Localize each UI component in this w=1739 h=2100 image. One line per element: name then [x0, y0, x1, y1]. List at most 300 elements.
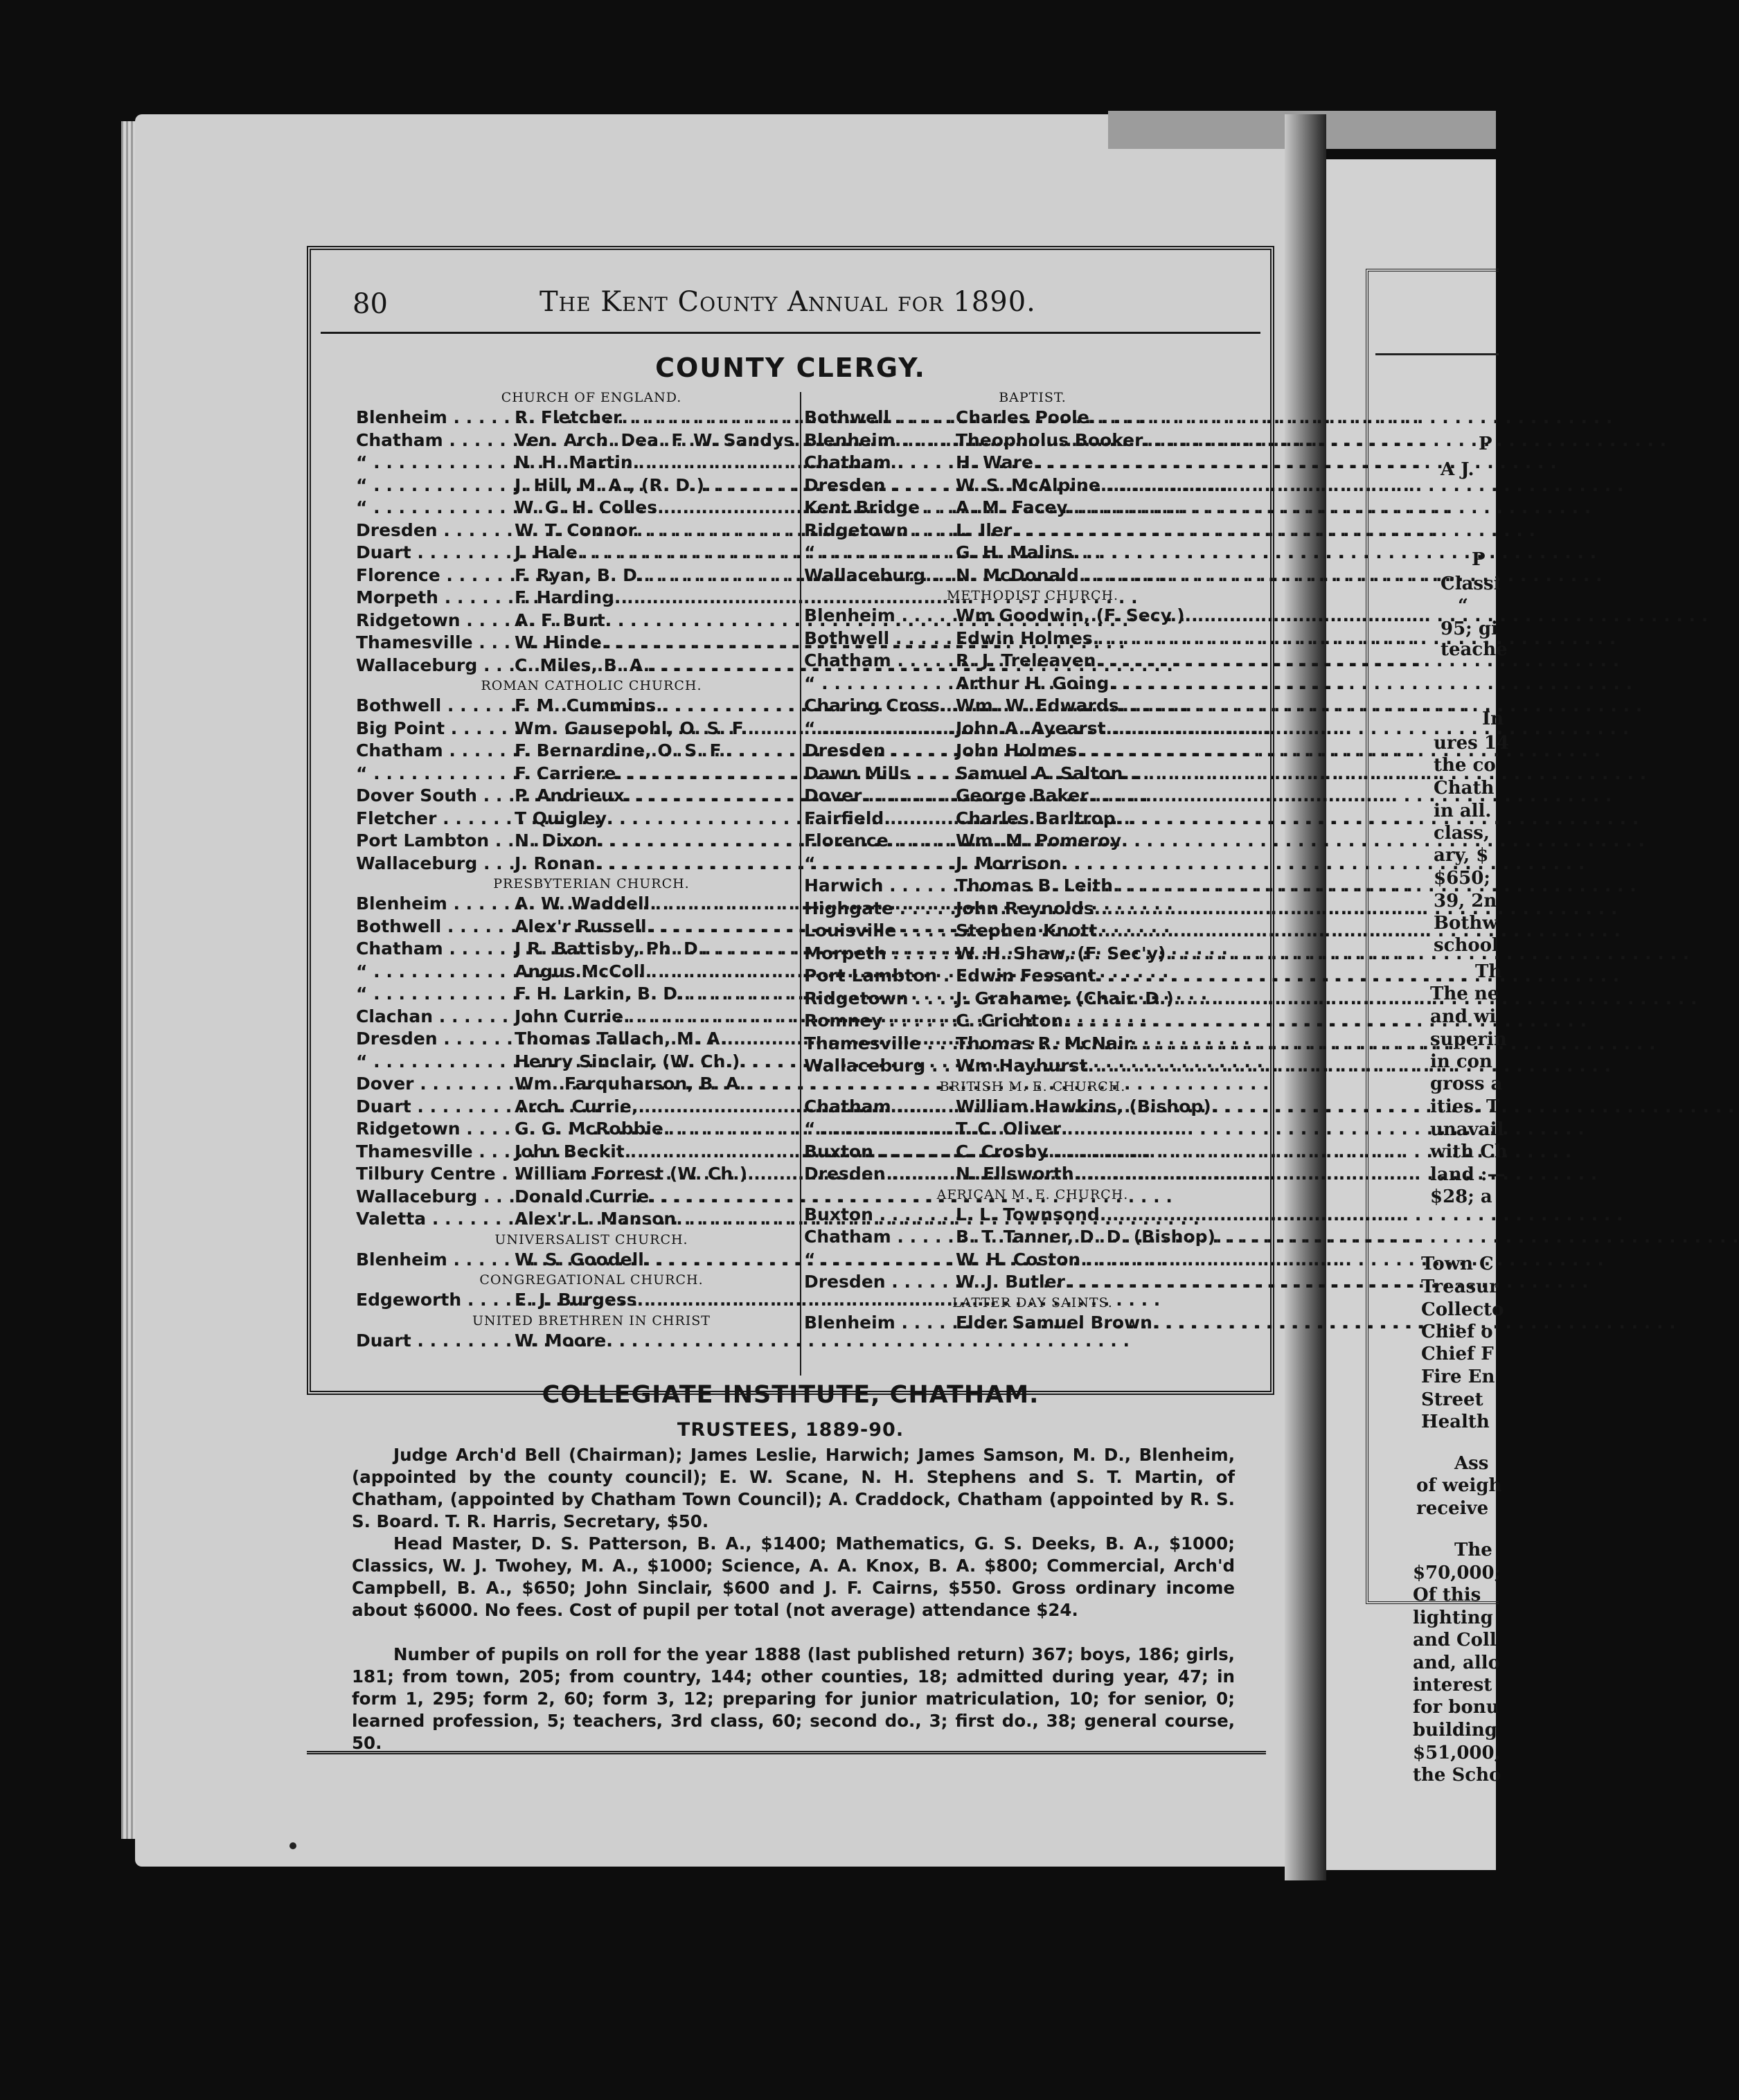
leader-dots	[1211, 1096, 1735, 1119]
leader-dots	[1113, 875, 1637, 898]
entry-clergyman: R. J. Treleaven	[956, 650, 1096, 670]
entry-clergyman: W. Moore	[515, 1330, 607, 1351]
page-title: COUNTY CLERGY.	[655, 353, 926, 383]
entry-place	[804, 1204, 953, 1227]
entry-place	[356, 916, 512, 938]
facing-page-fragment: Of this	[1413, 1585, 1481, 1605]
entry-place	[356, 785, 512, 808]
entry-place-text: “	[356, 474, 368, 495]
entry-place-text: Kent Bridge	[804, 497, 920, 517]
entry-clergyman: G. H. Malins	[956, 542, 1073, 562]
entry-place-text: “	[804, 542, 816, 562]
entry-place-text: Chatham	[804, 1227, 891, 1247]
entry-place	[356, 407, 512, 429]
clergy-entry	[356, 564, 799, 587]
entry-clergyman: J. Hale	[515, 542, 578, 562]
entry-clergyman: J. Grahame, (Chair. D.)	[956, 988, 1174, 1008]
facing-page-fragment: Street	[1421, 1389, 1483, 1410]
column-divider	[800, 392, 801, 1376]
facing-page-fragment: school	[1434, 935, 1499, 956]
entry-place-text: Ridgetown	[804, 988, 909, 1008]
entry-clergyman: Ven. Arch. Dea. F. W. Sandys	[515, 429, 794, 450]
entry-clergyman: Samuel A. Salton	[956, 763, 1123, 783]
entry-place	[804, 785, 953, 808]
leader-dots	[1152, 1312, 1676, 1335]
clergy-entry	[804, 542, 1233, 564]
entry-clergyman: Wm Goodwin, (F. Secy.)	[956, 605, 1185, 625]
entry-place	[804, 808, 953, 830]
clergy-entry	[804, 1141, 1233, 1164]
clergy-entry	[804, 497, 1233, 519]
leader-dots	[1215, 1226, 1739, 1249]
entry-place	[804, 452, 953, 474]
clergy-entry	[804, 673, 1233, 695]
entry-place	[356, 695, 512, 718]
clergy-entry	[356, 1028, 799, 1051]
entry-place-text: Ridgetown	[804, 519, 909, 540]
facing-page-fragment: $650;	[1434, 868, 1490, 889]
entry-clergyman: P. Andrieux	[515, 785, 625, 806]
entry-place-text: Chatham	[356, 429, 443, 450]
entry-place-text: Dresden	[804, 1272, 886, 1292]
entry-clergyman: B. T. Tanner, D. D. (Bishop)	[956, 1227, 1215, 1247]
facing-page-fragment: of weigh	[1416, 1475, 1502, 1496]
entry-place-text: Blenheim	[356, 407, 447, 427]
entry-place	[356, 983, 512, 1006]
entry-place	[804, 830, 953, 853]
entry-clergyman: W. T. Connor	[515, 519, 636, 540]
church-section-heading: BAPTIST.	[999, 390, 1067, 405]
entry-clergyman: A. F. Burt	[515, 609, 605, 630]
clergy-entry	[356, 632, 799, 655]
clergy-entry	[356, 853, 799, 875]
entry-clergyman: W. S. McAlpine	[956, 474, 1100, 495]
entry-clergyman: Thomas B. Leith	[956, 875, 1113, 896]
facing-page-fragment: class,	[1434, 823, 1490, 844]
entry-place-text: “	[356, 497, 368, 517]
facing-page-fragment: The ne	[1430, 984, 1499, 1004]
entry-place	[356, 587, 512, 609]
entry-place	[356, 519, 512, 542]
facing-page-fragment: ary, $	[1434, 845, 1489, 866]
entry-place	[356, 1186, 512, 1209]
entry-place-text: Blenheim	[356, 893, 447, 914]
entry-place	[356, 1289, 512, 1312]
entry-place-text: Florence	[356, 564, 440, 585]
clergy-entry	[804, 1226, 1233, 1249]
entry-place	[804, 650, 953, 673]
clergy-entry	[804, 1249, 1233, 1272]
entry-clergyman: Arch. Currie,	[515, 1096, 639, 1116]
entry-place-text: Chatham	[804, 1096, 891, 1116]
entry-place-text: Dover	[804, 785, 862, 806]
clergy-entry	[356, 1208, 799, 1231]
entry-place-text: Chatham	[804, 452, 891, 472]
clergy-entry	[804, 1118, 1233, 1141]
facing-page-fragment: The	[1454, 1540, 1492, 1560]
facing-page-fragment: superin	[1430, 1029, 1507, 1050]
entry-place	[804, 875, 953, 898]
entry-place-text: Highgate	[804, 898, 893, 918]
entry-place-text: Bothwell	[804, 407, 890, 427]
clergy-entry	[356, 1006, 799, 1029]
entry-place	[356, 632, 512, 655]
facing-page-fragment: In	[1482, 709, 1504, 729]
entry-place-text: “	[356, 961, 368, 981]
church-section-heading: LATTER DAY SAINTS.	[952, 1294, 1113, 1310]
entry-place-text: Port Lambton	[804, 966, 938, 986]
facing-page-fragment: gross a	[1430, 1074, 1503, 1094]
entry-place	[356, 1249, 512, 1272]
entry-clergyman: J. Hill, M. A., (R. D.)	[515, 474, 704, 495]
entry-place	[356, 1208, 512, 1231]
entry-place-text: “	[804, 718, 816, 738]
entry-clergyman: E. J. Burgess	[515, 1290, 637, 1310]
entry-place	[804, 695, 953, 718]
facing-page-fragment: P	[1472, 549, 1486, 570]
entry-place	[356, 474, 512, 497]
clergy-entry	[356, 407, 799, 429]
entry-place-text: Buxton	[804, 1204, 873, 1225]
entry-place	[804, 1312, 953, 1335]
clergy-entry	[356, 718, 799, 740]
header-rule	[321, 332, 1260, 334]
entry-place-text: Wallaceburg	[804, 564, 926, 585]
facing-page-fragment: Th	[1475, 961, 1502, 982]
clergy-entry	[356, 1186, 799, 1209]
paragraph-pupils: Number of pupils on roll for the year 1888 (last published return) 367; boys, 186; girls, 181; from town, 205; from country, 144; other counties, 18; admitted during year, 47; in form 1, 295; form 2, 60; form 3, 12; preparing for junior matriculation, 10; for senior, 0; learned profession, 5; teachers, 3rd class, 60; second do., 3; first do., 38; general course, 50.	[352, 1644, 1235, 1753]
leader-dots	[1143, 429, 1666, 452]
entry-clergyman: Wm. M. Pomeroy	[956, 830, 1122, 851]
leader-dots	[1106, 718, 1630, 740]
entry-place-text: Thamesville	[804, 1033, 921, 1053]
institute-title: COLLEGIATE INSTITUTE, CHATHAM.	[542, 1381, 1040, 1409]
entry-clergyman: W. H. Coston	[956, 1249, 1081, 1270]
clergy-entry	[356, 452, 799, 474]
entry-clergyman: John Reynolds	[956, 898, 1094, 918]
leader-dots	[1121, 830, 1645, 853]
entry-place	[356, 497, 512, 519]
entry-place-text: Dresden	[804, 474, 886, 495]
facing-page-fragment: and, allo	[1413, 1653, 1500, 1673]
entry-clergyman: William Hawkins, (Bishop)	[956, 1096, 1211, 1116]
entry-place	[804, 898, 953, 920]
clergy-entry	[356, 519, 799, 542]
clergy-entry	[804, 1096, 1233, 1119]
entry-place-text: Wallaceburg	[804, 1056, 926, 1076]
bottom-rule	[307, 1751, 1266, 1754]
clergy-entry	[356, 1249, 799, 1272]
entry-place-text: Port Lambton	[356, 830, 490, 851]
clergy-entry	[804, 605, 1233, 628]
entry-place-text: Bothwell	[804, 628, 890, 648]
entry-place-text: Thamesville	[356, 1141, 473, 1162]
clergy-entry	[356, 983, 799, 1006]
entry-clergyman: C. Miles, B. A.	[515, 655, 650, 675]
entry-clergyman: J R. Battisby, Ph. D.	[515, 938, 705, 959]
leader-dots	[1048, 1141, 1571, 1164]
entry-place	[356, 1118, 512, 1141]
entry-clergyman: Arthur H. Going	[956, 673, 1109, 693]
entry-place-text: Charing Cross	[804, 695, 940, 715]
church-section-heading: BRITISH M. E. CHURCH.	[939, 1078, 1126, 1094]
facing-page-fragment: for bonu	[1413, 1697, 1499, 1718]
facing-page-fragment: building	[1413, 1720, 1497, 1741]
leader-dots	[1077, 740, 1600, 763]
entry-place-text: Dresden	[356, 519, 438, 540]
entry-place-text: Blenheim	[356, 1249, 447, 1270]
entry-clergyman: Charles Barltrop	[956, 808, 1116, 828]
facing-page-fragment: $51,000,	[1413, 1743, 1501, 1763]
entry-place	[356, 830, 512, 853]
clergy-entry	[804, 875, 1233, 898]
leader-dots	[1074, 1163, 1598, 1186]
clergy-entry	[356, 655, 799, 677]
entry-place	[804, 1033, 953, 1056]
entry-clergyman: C. Crosby	[956, 1141, 1049, 1162]
clergy-entry	[356, 916, 799, 938]
entry-clergyman: N. Dixon	[515, 830, 598, 851]
clergy-entry	[804, 1033, 1233, 1056]
entry-place	[356, 808, 512, 830]
entry-clergyman: H. Ware	[956, 452, 1033, 472]
entry-place	[356, 1096, 512, 1119]
staff-paragraph	[352, 1533, 1235, 1621]
entry-place	[356, 1163, 512, 1186]
entry-clergyman: T Quigley	[515, 808, 607, 828]
clergy-entry	[356, 1096, 799, 1119]
entry-place-text: Morpeth	[804, 943, 886, 963]
entry-place	[804, 740, 953, 763]
entry-place-text: Morpeth	[356, 587, 438, 607]
entry-clergyman: John Holmes	[956, 740, 1078, 760]
entry-place-text: “	[356, 984, 368, 1004]
entry-place-text: Chatham	[356, 740, 443, 760]
entry-place	[356, 1073, 512, 1096]
entry-place	[804, 1141, 953, 1164]
entry-clergyman: C. Crichton	[956, 1011, 1064, 1031]
leader-dots	[1065, 1271, 1589, 1297]
facing-page-fragment: in con	[1430, 1051, 1492, 1072]
entry-clergyman: Elder Samuel Brown	[956, 1312, 1152, 1333]
leader-dots	[1094, 898, 1618, 920]
clergy-entry	[804, 853, 1233, 875]
running-head-prefix: The	[539, 286, 591, 318]
leader-dots	[1089, 785, 1612, 808]
entry-clergyman: J. Morrison	[956, 853, 1062, 873]
facing-page-fragment: in all.	[1434, 801, 1492, 821]
clergy-entry	[804, 1312, 1233, 1335]
entry-place	[804, 519, 953, 542]
entry-place-text: Wallaceburg	[356, 853, 478, 873]
facing-page-fragment: and Coll	[1413, 1630, 1497, 1650]
entry-place-text: Buxton	[804, 1141, 873, 1162]
entry-place	[356, 1051, 512, 1074]
clergy-entry	[356, 1289, 799, 1312]
entry-place	[804, 1249, 953, 1272]
entry-place-text: Valetta	[356, 1209, 427, 1229]
clergy-entry	[356, 961, 799, 984]
leader-dots	[1073, 542, 1596, 564]
running-head-suffix: for 1890.	[898, 286, 1036, 318]
entry-clergyman: F. H. Larkin, B. D.	[515, 984, 684, 1004]
facing-page-fragment: Collecto	[1421, 1299, 1504, 1320]
clergy-entry	[804, 808, 1233, 830]
entry-place-text: Chatham	[356, 938, 443, 959]
facing-page-fragment: ities. T	[1430, 1096, 1500, 1117]
entry-place	[356, 1028, 512, 1051]
entry-place-text: Blenheim	[804, 605, 895, 625]
entry-place-text: Dresden	[804, 740, 886, 760]
entry-place	[356, 564, 512, 587]
entry-clergyman: John A. Ayearst	[956, 718, 1106, 738]
entry-place-text: Big Point	[356, 718, 445, 738]
entry-clergyman: N. McDonald	[956, 564, 1079, 585]
entry-place	[356, 740, 512, 763]
leader-dots	[1166, 943, 1689, 966]
clergy-entry	[356, 893, 799, 916]
facing-page-fragment: receive	[1416, 1498, 1489, 1519]
leader-dots	[1061, 1118, 1585, 1141]
leader-dots	[1132, 1029, 1656, 1056]
leader-dots	[1062, 853, 1585, 875]
trustees-paragraph	[352, 1444, 1235, 1533]
clergy-entry	[804, 1204, 1233, 1227]
entry-place	[356, 718, 512, 740]
leader-dots	[1119, 695, 1643, 718]
entry-place	[804, 1271, 953, 1294]
entry-place-text: Dover South	[356, 785, 477, 806]
entry-place-text: Tilbury Centre	[356, 1164, 496, 1184]
entry-place-text: “	[356, 763, 368, 783]
page-number: 80	[353, 288, 388, 320]
clergy-entry	[356, 938, 799, 961]
entry-place-text: Chatham	[804, 650, 891, 670]
entry-clergyman: F. M. Cummins.	[515, 695, 663, 715]
entry-place	[804, 1163, 953, 1186]
facing-page-fragment: ures 14	[1434, 733, 1510, 754]
entry-place	[804, 920, 953, 943]
entry-clergyman: John Currie	[515, 1006, 624, 1026]
leader-dots	[1033, 452, 1557, 474]
facing-page-fragment: Classi	[1441, 573, 1501, 594]
entry-place	[804, 564, 953, 587]
entry-place-text: Duart	[356, 1096, 411, 1116]
entry-place	[356, 429, 512, 452]
entry-clergyman: Charles Poole	[956, 407, 1089, 427]
leader-dots	[1174, 988, 1697, 1011]
entry-clergyman: John Beckit	[515, 1141, 625, 1162]
entry-place-text: Duart	[356, 1330, 411, 1351]
entry-place	[804, 474, 953, 497]
clergy-entry	[356, 695, 799, 718]
entry-clergyman: Thomas Tallach, M. A.	[515, 1029, 727, 1049]
facing-page-fragment: Chief F	[1421, 1344, 1494, 1364]
entry-place-text: Bothwell	[356, 916, 442, 936]
facing-page-fragment: unavail	[1430, 1119, 1504, 1140]
trustees-heading: TRUSTEES, 1889-90.	[677, 1419, 904, 1441]
clergy-entry	[804, 1055, 1233, 1078]
clergy-entry	[356, 497, 799, 519]
entry-place-text: Dawn Mills	[804, 763, 910, 783]
entry-place	[804, 1226, 953, 1249]
entry-place	[804, 1096, 953, 1119]
entry-clergyman: Theopholus Booker	[956, 429, 1143, 450]
entry-clergyman: William Forrest (W. Ch.)	[515, 1164, 748, 1184]
facing-page-fragment: land :—	[1430, 1164, 1506, 1185]
pupils-paragraph	[352, 1644, 1235, 1754]
entry-place	[804, 673, 953, 695]
entry-place-text: “	[356, 452, 368, 472]
entry-place	[804, 853, 953, 875]
entry-clergyman: N. Ellsworth	[956, 1164, 1074, 1184]
entry-clergyman: F. Ryan, B. D.	[515, 564, 644, 585]
clergy-entry	[804, 1271, 1233, 1294]
clergy-entry	[356, 1118, 799, 1141]
facing-page-fragment: the co	[1434, 755, 1496, 776]
entry-place-text: Edgeworth	[356, 1290, 462, 1310]
facing-page-fragment: Fire En	[1421, 1367, 1495, 1387]
clergy-entry	[804, 1010, 1233, 1033]
entry-clergyman: Wm. Farquharson, B. A.	[515, 1074, 746, 1094]
entry-place	[804, 943, 953, 966]
clergy-entry	[804, 830, 1233, 853]
entry-clergyman: L. L. Townsond	[956, 1204, 1100, 1225]
leader-dots	[1109, 673, 1632, 695]
entry-place-text: “	[804, 1119, 816, 1139]
entry-place	[356, 938, 512, 961]
clergy-entry	[356, 542, 799, 564]
clergy-entry	[804, 920, 1233, 943]
entry-place-text: Fairfield	[804, 808, 884, 828]
clergy-entry	[804, 695, 1233, 718]
leader-dots	[1185, 605, 1709, 628]
entry-place-text: Florence	[804, 830, 889, 851]
entry-place	[804, 965, 953, 988]
entry-clergyman: G. G. McRobbie	[515, 1119, 663, 1139]
entry-place-text: “	[804, 1249, 816, 1270]
clergy-left-column	[356, 389, 799, 1352]
leader-dots	[1116, 808, 1639, 830]
entry-place	[804, 497, 953, 519]
leader-dots	[1063, 1006, 1587, 1033]
church-section-heading: UNIVERSALIST CHURCH.	[494, 1231, 688, 1247]
clergy-entry	[356, 1141, 799, 1164]
entry-clergyman: L. Iler	[956, 519, 1013, 540]
entry-place	[804, 407, 953, 429]
clergy-entry	[804, 407, 1233, 429]
facing-page-fragment: 95; gi	[1441, 619, 1498, 639]
entry-place-text: Blenheim	[804, 1312, 895, 1333]
facing-page-fragment: and wi	[1430, 1006, 1497, 1027]
leader-dots	[1079, 564, 1603, 587]
leader-dots	[1087, 1051, 1611, 1078]
entry-place-text: “	[804, 853, 816, 873]
clergy-right-column	[804, 389, 1233, 1334]
clergy-entry	[804, 519, 1233, 542]
entry-place-text: “	[356, 1051, 368, 1071]
entry-clergyman: A. W. Waddell	[515, 893, 650, 914]
entry-place-text: Ridgetown	[356, 1119, 461, 1139]
entry-place-text: Wallaceburg	[356, 655, 478, 675]
church-section-heading: UNITED BRETHREN IN CHRIST	[472, 1312, 711, 1328]
entry-place-text: Bothwell	[356, 695, 442, 715]
clergy-entry	[356, 1073, 799, 1096]
leader-dots	[1097, 920, 1621, 943]
church-section-heading: CHURCH OF ENGLAND.	[501, 390, 682, 405]
entry-place-text: “	[804, 673, 816, 693]
facing-page-fragment: teache	[1441, 639, 1508, 660]
